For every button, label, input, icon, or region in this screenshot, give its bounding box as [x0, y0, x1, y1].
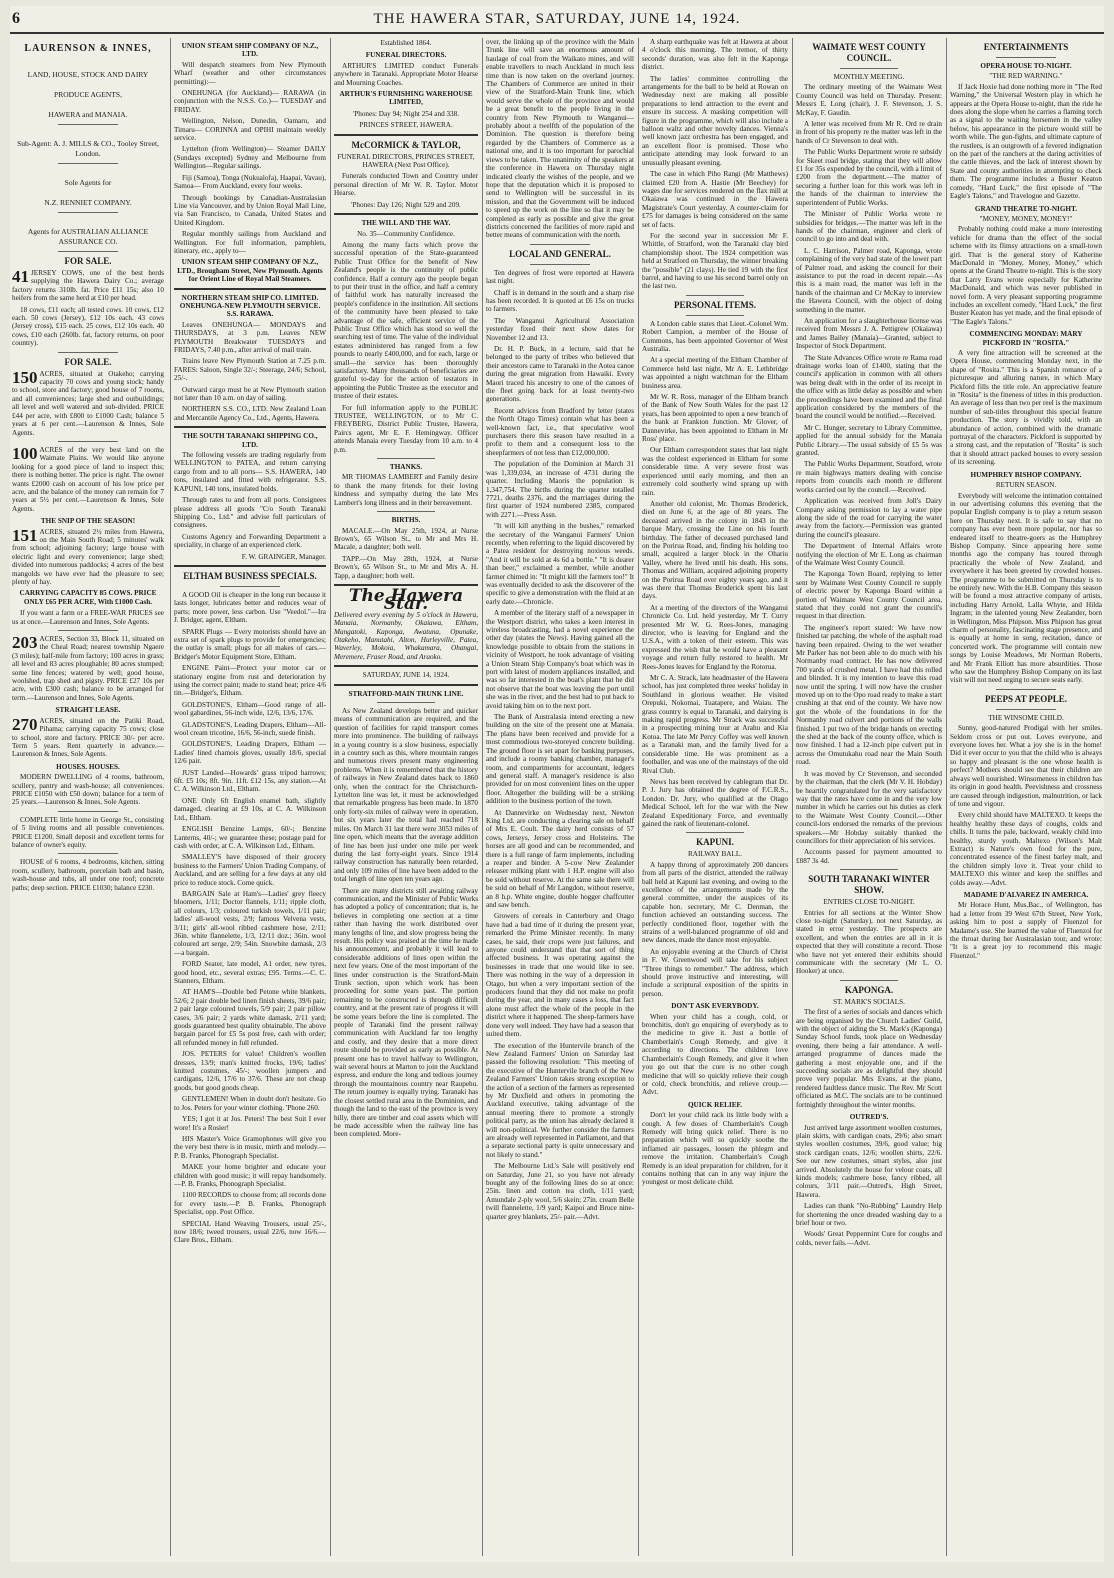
local-item: Ten degrees of frost were reported at Hawera last night.	[486, 268, 634, 286]
peeps-heading: PEEPS AT PEOPLE.	[985, 693, 1067, 704]
births-heading: BIRTHS.	[391, 516, 421, 525]
nssc-trains: Trains leave New Plymouth Station at 7.25 p.m. FARES: Saloon, Single 32/-; Steerage, 24/6; School, 25/-.	[174, 357, 326, 383]
dont-ask-heading: DON'T ASK EVERYBODY.	[671, 1002, 759, 1011]
ad-number: 41	[12, 267, 29, 286]
column-1-land-agents	[12, 38, 164, 1558]
mccormick-sub: FUNERAL DIRECTORS, PRINCES STREET, HAWERA (Next Post Office).	[337, 152, 475, 170]
personal-item: A London cable states that Lieut.-Colonel Wm. Robert Campion, a member of the House of Commons, has been appointed Governor of West Australia.	[642, 319, 788, 353]
eltham-ad: SPECIAL Hand Weaving Trousers, usual 25/-, now 18/6; tweed trousers, usual 22/6, now 16/6.—Clare Bros., Eltham.	[174, 1219, 326, 1245]
snip-heading: THE SNIP OF THE SEASON!	[40, 517, 136, 526]
personal-item: Mr C. A. Strack, late headmaster of the Hawera school, has just completed three weeks' holiday in Southland in glorious weather. He visited Orepuki, Nokomai, Tuatapere, and Waiau. The grass country is equal to Taranaki, and dairying is making rapid progress. Mr Strack was successful in a prospecting mining tour at Arahu and Kia Kotoa. The late Mr Percy Coffey was well known as a Taranaki man, and the family lived for a considerable time. He was prominent as a footballer, and was one of the mainstays of the old Rival Club.	[642, 674, 788, 775]
column-rule	[946, 38, 947, 1556]
editorial-paragraph: As New Zealand develops better and quicker means of communication are required, and the question of facilities for rapid transport comes more into prominence. The building of railways in a young country is a slow business, especially in a country such as this, where mountain ranges and numerous rivers present many engineering problems. When it is remembered that the history of railways in New Zealand dates back to 1860 only, when the contract for the Christchurch-Lyttelton line was let, it must be acknowledged that remarkable progress has been made. In 1870 only forty-six miles of railway were in operation, but six years later the total had reached 718 miles. On March 31 last there were 3053 miles of line open, which means that the average addition of line has been just under one mile per week during the last forty-eight years. Since 1914 railway construction has naturally been retarded, and only 109 miles of line have been added to the total length of line open ten years ago.	[334, 707, 478, 884]
eltham-ad: A GOOD Oil is cheaper in the long run because it lasts longer, lubricates better and reduces wear of parts; more power, less carbon. Use "Veedol."—Ira J. Bridger, agent, Eltham.	[174, 590, 326, 625]
eltham-heading: ELTHAM BUSINESS SPECIALS.	[183, 570, 317, 581]
rosita-heading: COMMENCING MONDAY: MARY PICKFORD IN "ROSITA."	[969, 330, 1083, 347]
column-6-council	[796, 38, 942, 1558]
masthead	[10, 6, 1104, 34]
kapuni-text: An enjoyable evening at the Church of Christ in F. W. Greenwood will take for his subject "Three things to remember." The address, which should prove instructive and interesting, will include a scriptural exposition of the spirits in person.	[642, 947, 788, 998]
kapuni-sub: RAILWAY BALL.	[687, 850, 743, 859]
local-item: The Bank of Australasia intend erecting a new building on the site of the present one at Manaia. The plans have been received and provide for a most commodious two-storeyed concrete building. The ground floor is set apart for banking purposes, and include a roomy banking chamber, manager's room, and compartments for accountant, ledgers and general staff. A manager's residence is also provided for on most convenient lines on the upper floor. Altogether the building will be a striking addition to the business portion of the town.	[486, 713, 634, 806]
kapuni-heading: KAPUNI.	[696, 837, 734, 848]
mccormick-text: Funerals conducted Town and Country under personal direction of Mr W. R. Taylor. Motor Hearse.	[334, 172, 478, 198]
personal-item: Another old colonist, Mr. Thomas Broderick, died on June 6, at the age of 80 years. The deceased arrived in the colony in 1843 in the barque Mary, crossing the Line on his fourth birthday. The father of deceased purchased land on the Porirua Road, and, finding his holding too small, acquired a larger block in the Ohariu Valley, where he lived until his death. His sons, Thomas and William, acquired adjoining property on the Porirua Road over eighty years ago, and it was there that Thomas Broderick spent his last days.	[642, 499, 788, 601]
column-rule	[170, 38, 171, 1556]
council-item: A letter was received from Mr R. Ord re drain in front of his property re the matter was left in the hands of Cr Stevenson to deal with.	[796, 120, 942, 145]
waimate-heading: WAIMATE WEST COUNTY COUNCIL.	[812, 42, 926, 63]
local-item: The ladies' committee controlling the arrangements for the ball to be held at Rowan on Wednesday next are making all possible preparations to lend attraction to the event and ensure its success. A masking competition will figure in the programme, which will also include a balloon waltz and other novelty dances. Vienna's well known jazz orchestra has been engaged, and an excellent floor is promised. Those who anticipate attending may look forward to an unusually pleasant evening.	[642, 74, 788, 167]
column-rule	[792, 38, 793, 1556]
farm-ad-203: ACRES, Section 33, Block 11, situated on the Cheal Road; nearest township Ngaere (3 miles); half-mile from factory; 100 acres in grass; all level and 83 acres ploughable; 80 acres stumped; some line fences; watered by well; good house, woolshed, trap shed and pigsty. PRICE £27 10s per acre, with £300 cash; balance to be arranged for term.—Laurenson and Innes, Sole Agents.	[12, 635, 164, 702]
will-heading: THE WILL AND THE WAY.	[361, 219, 451, 228]
council-item: The Minister of Public Works wrote re subsidies for bridges.—The matter was left in the hands of the chairman, engineer and clerk of council to go into and deal with.	[796, 210, 942, 244]
sts-through: Through rates to and from all ports. Consignees please address all goods "C/o South Taranaki Shipping Co., Ltd." and advise full particulars of consignees.	[174, 496, 326, 530]
kaponga-heading: KAPONGA.	[844, 984, 894, 995]
personal-item: Our Eltham correspondent states that last night was the coldest experienced in Eltham for some considerable time. A very severe frost was experienced until early morning, and then an extremely cold southerly wind sprang up with rain.	[642, 446, 788, 497]
council-item: Accounts passed for payment amounted to £887 3s 4d.	[796, 848, 942, 865]
farm-ad-270: ACRES, situated on the Patiki Road, Pihama; carrying capacity 75 cows; close to school, store and factory. PRICE 30/- per acre. Term 5 years. Rent quarterly in advance.—Laurenson & Innes, Sole Agents.	[12, 716, 164, 759]
maltexo-ad: Every child should have MALTEXO. It keeps the healthy healthy these days of coughs, colds and chills. It turns the pale, backward, weakly child into healthy, sturdy youth. Maltexo (Wilson's Malt Extract) is Nature's own food for the pure, concentrated essence of the finest barley malt, and the children simply love it. Treat your child to MALTEXO this winter and keep the sniffles and colds away.—Advt.	[950, 811, 1102, 887]
nssc-title: NORTHERN STEAM SHIP CO. LIMITED. ONEHUNGA-NEW PLYMOUTH SERVICE. S.S. RARAWA.	[179, 293, 321, 319]
sts-customs: Customs Agency and Forwarding Department a speciality, in charge of an experienced clerk.	[174, 532, 326, 550]
council-item: Mr C. Hunger, secretary to Library Committee, applied for the annual subsidy for the Manaia Public Library.—The usual subsidy of £5 5s was granted.	[796, 423, 942, 458]
monthly-meeting: MONTHLY MEETING.	[833, 73, 905, 81]
nssc-text: Leaves ONEHUNGA— MONDAYS and THURSDAYS, at 3 p.m. Leaves NEW PLYMOUTH Breakwater TUESDAYS and FRIDAYS, 7.40 p.m., after arrival of mail train.	[174, 320, 326, 354]
eltham-ad: SMALLEY'S have disposed of their grocery business to the Farmers' Union Trading Company, of Auckland, and are selling for a few days at any old price to reduce stock. Come quick.	[174, 853, 326, 887]
madame-text: Mr Horace Hunt, Mus.Bac., of Wellington, has had a letter from 39 West 67th Street, New York, asking him to post a supply of Fluenzol for Madame's use. She learned the value of Fluenzol for the throat during her Australasian tour, and wrote: "It is a great joy to recommend this magic Fluenzol."	[950, 901, 1102, 960]
firm-line: LAND, HOUSE, STOCK AND DAIRY	[27, 70, 149, 79]
houses-heading: HOUSES. HOUSES.	[56, 762, 120, 771]
mccormick-phone: 'Phones: Day 126; Night 529 and 209.	[351, 200, 461, 209]
eltham-ad: AT HAM'S—Double bed Petone white blankets, 52/6; 2 pair double bed linen finish sheets, 39/6 pair; 2 pair large coloured towels, 5/9 pair; 2 pair pillow cases, 3/6 pair; 2 yards white damask, 2/11 yard; goods guaranteed best quality obtainable. The above bargain parcel for £5 5s post free, cash with order; all refunded money in full refunded.	[174, 988, 326, 1047]
council-item: The State Advances Office wrote re Rama road drainage works loan of £1400, stating that the council's application in common with all others was being dealt with in the order of its receipt in the office with as little delay as possible and when the proceedings have been examined and the final application considered by the members of the board the council would be notified.—Received.	[796, 353, 942, 421]
council-item: It was moved by Cr Stevenson, and seconded by the chairman, that the clerk (Mr V. H. Hobday) be heartily congratulated for the very satisfactory way that the rates have come in and the very low number in which he carries out his duties as clerk to the Waimate West County Council.—Other council-lors endorsed the remarks of the previous speakers.—Mr Hobday suitably thanked the councillors for their appreciation of his services.	[796, 769, 942, 845]
nssc-agents: NORTHERN S.S. CO., LTD. New Zealand Loan and Mercantile Agency Co., Ltd., Agents, Hawera.	[174, 405, 326, 422]
uss-lyttelton: Lyttelton (from Wellington)— Steamer DAILY (Sundays excepted) Sydney and Melbourne from Wellington—Regular sailings.	[174, 145, 326, 171]
personal-item: At a meeting of the directors of the Wanganui Chronicle Co. Ltd. held yesterday, Mr T. Curry presented Mr W. G. Rees-Jones, managing director, who is leaving for England and the U.S.A., with a token of their esteem. This was expressed the wish that he would have a pleasant voyage and return fully restored to health. Mr Rees-Jones leaves for England by the Rotorua.	[642, 603, 788, 671]
column-rule	[638, 38, 639, 1556]
eltham-ad: ENGINE Paint—Protect your motor car or stationary engine from rust and deterioration by using the correct paint; made to stand heat; price 4/6 tin.—Bridger's, Eltham.	[174, 664, 326, 698]
council-item: An application for a slaughterhouse license was received from Messrs J. A. Pettigrew (Okaiawa) and James Bailey (Manaia)—Granted, subject to Inspector of Stock Department.	[796, 316, 942, 351]
kaponga-text: The first of a series of socials and dances which are being organised by the Church Ladies' Guild, with the object of aiding the St. Mark's (Kaponga) Sunday School funds, took place on Wednesday evening, there being a fair attendance. A well-arranged programme of dances made the gathering a most enjoyable one, and if the succeeding socials are as delightful they should prove very popular. Mrs Evans, at the piano, rendered faultless dance music. The Rev. Mr Scott officiated as M.C. The socials are to be continued fortnightly throughout the winter months.	[796, 1008, 942, 1109]
for-sale-heading: FOR SALE.	[64, 256, 112, 266]
local-item: Chaff is in demand in the south and a sharp rise has been recorded. It is quoted at £6 15s on trucks to farmers.	[486, 288, 634, 314]
agents-for: Agents for AUSTRALIAN ALLIANCE ASSURANCE CO.	[27, 227, 149, 246]
local-item: The Wanganui Agricultural Association yesterday fixed their next show dates for November 12 and 13.	[486, 316, 634, 342]
arthur-name: ARTHUR'S FURNISHING WAREHOUSE LIMITED,	[339, 90, 473, 107]
uss-title: UNION STEAM SHIP COMPANY OF N.Z., LTD.	[181, 42, 319, 59]
arthur-ad: ARTHUR'S LIMITED conduct Funerals anywhere in Taranaki. Appropriate Motor Hearse and Mourning Coaches.	[334, 61, 478, 87]
woods-ad: Woods' Great Peppermint Cure for coughs and colds, never fails.—Advt.	[796, 1230, 942, 1247]
local-item: Growers of cereals in Canterbury and Otago have had a bad time of it during the present year, remarked the Prime Minister recently. In many cases, he said, their crops were just failures, and anyone could understand that that sort of thing affected business. It was operating against the businesses in trade that one would like to see. There was nothing in the way of a depression in Otago, but when a very important section of the producers found that they did not make no profit during the year, and in many cases a loss, that fact alone must affect the whole of the people in the district where it happened. The sheep-farmers have done very well indeed. They have had a season that suited them.	[486, 912, 634, 1039]
will-info: For full information apply to the PUBLIC TRUSTEE, WELLINGTON, or to Mr C. FREYBERG, District Public Trustee, Hawera, Paircs agent, Mr E. F. Hemingway. Officer attends Manaia every Tuesday from 10 a.m. to 4 p.m.	[334, 403, 478, 454]
council-item: The Department of Internal Affairs wrote notifying the election of Mr E. Long as chairman of the Waimate West County Council.	[796, 542, 942, 567]
column-4-local-general	[486, 38, 634, 1558]
council-item: The Kaponga Town Board, replying to letter sent by Waimate West County Council re supply of electric power by Kaponga Board within a portion of Waimate West County Council area, stated that they could not grant the council's request in that direction.	[796, 570, 942, 621]
entertainments-heading: ENTERTAINMENTS	[983, 42, 1069, 52]
will-number: No. 35—Community Confidence.	[357, 229, 455, 238]
council-item: The engineer's report stated: We have now finished tar patching, the whole of the asphalt road having been repaired. Owing to the wet weather Mr Parker has not been able to do much with his Normanby road contract. He has now delivered 700 yards of crushed metal. I have had this rolled and blinded. It is my intention to leave this road now until the spring. I will now have the crusher moved up on to the Opo road ready to make a start crushing at that end of the county. We have now got the whole of the foundations in for the Normanby road culvert and portions of the walls finished. I put two of the bridge hands on erecting the shed at the back of the county office, which is now finished. I had a 12-inch pipe culvert put in across the Omutukahu road near the Main South road.	[796, 623, 942, 767]
opera-heading: OPERA HOUSE TO-NIGHT.	[980, 62, 1072, 70]
bishop-text: Everybody will welcome the intimation contained in our advertising columns this evening that the popular English company is to play a return season here on Thursday next. It is safe to say that no company has ever been more popular, nor has so endeared itself to theatre-goers as the Humphrey Bishop Company. Since appearing here some months ago the company has toured through practically the whole of New Zealand, and everywhere it has been greeted by crowded houses. The programme to be submitted on Thursday is to be entirely new. With the H.B. Company this season will be found a most attractive company of artists, including Harry Arnold, Lalla Whyte, and Hilda Ingram; in the talented young New Zealander, born in Wellington, Miss Phipson. Miss Phipson has great charm of personality, fascinating stage presence, and is equally at home in song, recitation, dance or concerted work. The programme will contain new songs by Louise Meadows, Mr Norman Roberts, and Mr Frank Elliott has more absurdities. Those who saw the Humphrey Bishop Company on its last visit will not need urging to secure seats early.	[950, 491, 1102, 685]
quick-relief-text: Don't let your child rack its little body with a cough. A few doses of Chamberlain's Cough Remedy will bring quick relief. There is no preparation which will so quickly soothe the inflamed air passages, loosen the phlegm and remove the irritation. Chamberlain's Cough Remedy is an ideal preparation for children, for it contains nothing that can in any way injure the youngest or most delicate child.	[642, 1111, 788, 1187]
sts-text: The following vessels are trading regularly from WELLINGTON to PATEA, and return carrying cargo from and to all ports— S.S. HAWERA, 140 tons, insulated and fitted with refrigerator. S.S. KAPUNI, 140 tons, insulated holds.	[174, 451, 326, 493]
local-item: The Melbourne Ltd.'s Sale will positively end on Saturday, June 21, so you have not already bought any of the following lines do so at once: 25in. linen and cotton tea cloth, 1/11 yard; Amundale 2-ply wool, 5/6 skein; 27in. cream Belle twill flannelette, 1/9 yard; Kaipoi and Bruce nine-quarter grey blankets, 25/- pair.—Advt.	[486, 1162, 634, 1221]
thanks-heading: THANKS.	[389, 463, 423, 472]
straight-lease-heading: STRAIGHT LEASE.	[55, 706, 121, 715]
column-rule	[330, 38, 331, 1556]
uss-onehunga: ONEHUNGA (for Auckland)— RARAWA (in conjunction with the N.S.S. Co.)— TUESDAY and FRIDAY.	[174, 89, 326, 114]
rosita-text: A very fine attraction will be screened at the Opera House, commencing Monday next, in the shape of "Rosita." This is a Spanish romance of a picturesque and alluring nature, in which Mary Pickford fills the title role. An appreciative feature in "Rosita" is the fineness of titles in this production. An average of less than two per reel is the maximum number of sub-titles throughout this special feature production. The story is vividly told, with an abundance of action, combined with the dramatic portrayal of the characters. Pickford is supported by a strong cast, and the reputation of "Rosita" is such that it should attract packed houses to every session of its screening.	[950, 349, 1102, 467]
personal-item: Mr W. R. Ross, manager of the Eltham branch of the Bank of New South Wales for the past 12 years, has been appointed to open a new branch of the bank at Frankton Junction. Mr Glover, of Dannevirke, has been appointed to Eltham in Mr Ross' place.	[642, 393, 788, 444]
grand-sub: "MONEY, MONEY, MONEY!"	[979, 214, 1073, 223]
eltham-ad: SPARK Plugs — Every motorists should have an extra set of spark plugs to provide for emergencies; the outlay is small; plugs for all makes of cars.—Bridger's Motor Equipment Store, Eltham.	[174, 627, 326, 661]
sole-company: N.Z. RENNIET COMPANY.	[44, 198, 132, 207]
issue-date: SATURDAY, JUNE 14, 1924.	[362, 671, 450, 680]
uss-text: Will despatch steamers from New Plymouth Wharf (weather and other circumstances permitting):—	[174, 60, 326, 86]
mccormick-title: McCORMICK & TAYLOR,	[351, 139, 461, 150]
grand-heading: GRAND THEATRE TO-NIGHT.	[974, 204, 1078, 213]
eltham-ad: GOLDSTONE'S, Leading Drapers, Eltham — Ladies' lined chamois gloves, usually 18/6, special 12/6 pair.	[174, 740, 326, 766]
sole-agents: Sole Agents for	[64, 178, 112, 187]
sts-manager: F. W. GRAINGER, Manager.	[241, 552, 326, 561]
farm-ad-151: ACRES, situated 2½ miles from Hawera, on the Main South Road; 5 minutes' walk from school; adjoining factory; large house with electric light and every convenience; large shed; divided into numerous paddocks; 4 acres of the best mangolds we have ever had the pleasure to see; plenty of hay.	[12, 527, 164, 586]
ad-number: 151	[12, 525, 38, 545]
eltham-ad: MAKE your home brighter and educate your children with good music; it will repay handsomely.—P. B. Franks, Phonograph Specialist.	[174, 1163, 326, 1188]
hawera-star-logo: The Hawera Star.	[348, 585, 464, 615]
jersey-ad: JERSEY COWS, one of the best herds supplying the Hawera Dairy Co.; average factory returns 310lb. fat. Price £11 15s; also 10 heifers from the same herd at £10 per head.	[12, 269, 164, 303]
column-5-personal-kapuni	[642, 38, 788, 1558]
local-item: At Dannevirke on Wednesday next, Newton King Ltd. are conducting a clearing sale on behalf of Mrs E. Coult. The dairy herd consists of 57 cows, Jerseys, Jersey cross and Holsteins. The horses are all good and can be recommended, and there is a full range of farm implements, including a reaper and binder. A 5-cow New Zealander releaser milking plant with 1 H.P. engine will also be sold without reserve. At the same sale there will be sold on behalf of Mr Langdon, without reserve, an 8 h.p. White engine, double hogger chaffcutter and saw bench.	[486, 808, 634, 909]
eltham-ad: ONE Only 6ft English enamel bath, slightly damaged, clearing at £9 10s, at C. A. Wilkinson Ltd., Eltham.	[174, 796, 326, 822]
dont-ask-text: When your child has a cough, cold, or bronchitis, don't go enquiring of everybody as to the medicine to give it. Just a bottle of Chamberlain's Cough Remedy, and give it according to directions. The children love Chamberlain's Cough Remedy, and give it when you go out that the cure is no other cough medicine that will so quickly relieve their cough or cold, check bronchitis, and relieve croup.—Advt.	[642, 1012, 788, 1097]
funeral-heading: FUNERAL DIRECTORS.	[365, 51, 447, 60]
laurenson-innes-ad	[12, 44, 164, 267]
local-item: A member of the literary staff of a newspaper in the Westport district, who takes a keen interest in wireless broadcasting, had a novel experience the other day (states the News). Having gained all the knowledge possible to obtain from the stations in vicinity of Westport, he took advantage of visiting a Union Steam Ship Company's boat which was in port with latest of modern appliances installed, and was so far interested in the boat's plant that he did not observe that the boat was leaving the port until she was in the river, and the best had to put back to avoid taking him on to the next port.	[486, 609, 634, 710]
winsome-heading: THE WINSOME CHILD.	[988, 713, 1064, 722]
house-ad: COMPLETE little home in George St., consisting of 5 living rooms and all possible conveniences. PRICE £1200. Small deposit and excellent terms for balance of owner's equity.	[12, 815, 164, 849]
column-rule	[482, 38, 483, 1556]
local-item: The population of the Dominion at March 31 was 1,339,034, an increase of 4731 during the quarter. Including Maoris the population is 1,347,754. The births during the quarter totalled 7721, deaths 2376, and the marriages during the first quarter of 1924 numbered 2385, compared with 2271.—Press Assn.	[486, 460, 634, 519]
kaponga-sub: ST. MARK'S SOCIALS.	[833, 997, 905, 1006]
arthur-address: PRINCES STREET, HAWERA.	[359, 121, 453, 130]
ad-number: 203	[12, 633, 38, 653]
eltham-ad: FORD Seater, late model, A1 order, new tyres, good hood, etc., several extras; £95. Terms.—C. C. Stanners, Eltham.	[174, 960, 326, 985]
house-ad: HOUSE of 6 rooms, 4 bedrooms, kitchen, sitting room, scullery, bathroom, porcelain bath and basin, wash-house and tubs, all under one roof; concrete paths; deep section. PRICE £1030; balance £230.	[12, 858, 164, 892]
firm-line: PRODUCE AGENTS,	[54, 90, 122, 99]
delivery-notice: Delivered every evening by 5 o'clock in Hawera, Manaia, Normanby, Okaiawa, Eltham, Mangatoki, Kaponga, Awatuna, Opunake, Otakeho, Manutahi, Alton, Hurleyville, Patea, Waverley, Mokoia, Whakamara, Ohangai, Meremere, Fraser Road, and Araoko.	[334, 610, 478, 661]
council-item: The Public Works Department wrote re subsidy for Skeet road bridge, stating that they will allow £1 for 35s expended by the council, with a limit of £200 from the department.—The matter of securing a further loan for this work was left in the hands of the chairman to interview the superintendent of Public Works.	[796, 148, 942, 207]
eltham-ad: BARGAIN Sale at Ham's—Ladies' grey fleecy bloomers, 1/11; Doctor flannels, 1/11; ripple cloth, all colours, 1/3; coloured turkish towels, 1/11 pair; ladies' all-wool vests, 2/9; famous Velvena vests, 3/11; girls' all-wool ribbed cashmere hose, 2/11; 36in. white flannelette, 1/3, 12/11 doz.; 36in. wool coloured art serge, 2/9; 54in. Snowbite damask, 2/3—a bargain.	[174, 889, 326, 957]
council-item: The ordinary meeting of the Waimate West County Council was held on Thursday. Present: Messrs E. Long (chair), J. F. Stevenson, J. S. McKay, F. Gaudin.	[796, 83, 942, 117]
bishop-sub: RETURN SEASON.	[995, 481, 1057, 490]
opera-text: If Jack Hoxie had done nothing more in "The Red Warning," the Universal Western play in which he appears at the Opera House to-night, than the ride he does along the slope when he carries a flaming torch as a signal to the waiting horsemen in the valley below, his appearance in the picture would still be worth while. The gun-fights, and ultimate capture of the rustlers, is an outgrowth of a fevered indignation on the part of the ranchers at the daring activities of the cattle thieves, and the lack of interest shown by State and county authorities in attempting to check them. The programme includes a Buster Keaton comedy, "Hard Luck," the first episode of "The Eagle's Talons," and Travelogue and Gazette.	[950, 82, 1102, 201]
council-item: The Public Works Department, Stratford, wrote re main highways matters dealing with concise reports from councils each month re different works carried out by the council.—Received.	[796, 460, 942, 494]
cow-list: 18 cows, £11 each; all tested cows. 10 cows, £12 each. 50 cows (Jersey), £12 10s each. 43 cows (Jersey cross), £15 each. 25 cows, £12 10s each. 40 cows, £10 each (260lb. fat, factory returns, on poor country).	[12, 305, 164, 348]
eltham-ad: JUST Landed—Howards' grass tripod harrows; 6ft. £5 10s; 8ft. 9in. 11ft. £12 15s, any station.—At C. A. Wilkinson Ltd., Eltham.	[174, 768, 326, 794]
council-item: Application was received from Joll's Dairy Company asking permission to lay a water pipe along the side of the road for carrying the water away from the factory.—Permission was granted during the council's pleasure.	[796, 497, 942, 539]
local-item: The case in which Piho Rangi (Mr Matthews) claimed £20 from A. Hastie (Mr Beechey) for wages due for services rendered on the flax mill at Okaiawa was continued in the Hawera Magistrate's Court yesterday. A counter-claim for £75 for damages is being considered on the same set of facts.	[642, 170, 788, 229]
farm-ad-100: ACRES of the very best land on the Waimate Plains. We would like anyone looking for a good piece of land to inspect this; there is nothing better. The price is right. The owner wants £2000 cash on account of his low price per acre, and the balance of the money can remain for 7 years at 5½ per cent.—Laurenson & Innes, Sole Agents.	[12, 445, 164, 513]
winsome-text: Sunny, good-natured Prodigal with her smiles. Seldom cross or put out. Loves everyone, and everyone loves her. What a joy she is in the home! Did it ever occur to you that the child who is always so happy and pleasant is the one whose health is perfect? Mothers should see that their children are always well nourished. Winsomeness in children has its origin in good health. Peevishness and crossness are caused through indigestion, malnutrition, or lack of tone and vigour.	[950, 724, 1102, 808]
editorial-paragraph: There are many districts still awaiting railway communication, and the Minister of Public Works has adopted a policy of concentration; that is, he believes in completing one section at a time rather than having the work distributed over many lengths of line, and slow progress being the result. His policy was praised at the time he made his announcement, and probably it will lead to considerable additions of lines open within the next few years. One of the most important of the lines under construction is the Stratford-Main Trunk section, upon which work has been proceeding for some years past. The portion remaining to be constructed is through difficult country, and at the present rate of progress it will be some years before the line is completed. The people of Taranaki find the present railway communication with Auckland far too lengthy and costly, and they desire that a more direct route should be provided as early as possible. At present one has to travel halfway to Wellington, wait several hours at Marton to join the Auckland express, and endure the long and tedious journey through the mountainous country near Raupehu. The return journey is equally trying. Taranaki has the closest settled rural area in the Dominion, and though the land to the east of the province is very hilly, there are timber and coal assets which will be made accessible when the railway line has been completed. More-	[334, 886, 478, 1139]
for-sale-heading: FOR SALE.	[64, 356, 112, 367]
birth-notice: MACALE.—On May 25th, 1924, at Nurse Brown's, 65 Wilson St., to Mr and Mrs H. Macale, a daughter; both well.	[334, 526, 478, 552]
winter-show-sub: ENTRIES CLOSE TO-NIGHT.	[823, 898, 915, 907]
firm-line: HAWERA and MANAIA.	[48, 110, 128, 119]
uss-fiji: Fiji (Samoa), Tonga (Nukualofa), Haapai, Vavau), Samoa— From Auckland, every four weeks.	[174, 173, 326, 191]
birth-notice: TAPP.—On May 28th, 1924, at Nurse Brown's, 65 Wilson St., to Mr and Mrs A. H. Tapp, a daughter; both well.	[334, 554, 478, 580]
kapuni-text: A happy throng of approximately 200 dancers from all parts of the district, attended the railway ball held at Kapuni last evening, and owing to the excellence of the arrangements made by the general committee, under the auspices of its capable hon. secretary, Mr C. Denman, the function achieved an outstanding success. The perfectly conditioned floor, together with the strains of a well-balanced programme of old and new dances, made the dance most enjoyable.	[642, 860, 788, 945]
column-3-funeral-editorial	[334, 38, 478, 1558]
nssc-outward: Outward cargo must be at New Plymouth station not later than 10 a.m. on day of sailing.	[174, 385, 326, 403]
uss-regular: Regular monthly sailings from Auckland and Wellington. For full information, pamphlets, itinerary, etc., apply to—	[174, 230, 326, 255]
local-general-heading: LOCAL AND GENERAL.	[509, 248, 611, 259]
house-ad: MODERN DWELLING of 4 rooms, bathroom, scullery, pantry and wash-house; all conveniences. PRICE £1050 with £50 down; balance for a term of 25 years.—Laurenson & Innes, Sole Agents.	[12, 773, 164, 807]
thanks-text: MR THOMAS LAMBERT and Family desire to thank the many friends for their loving kindness and sympathy during the late Mrs Lambert's long illness and in their bereavement.	[334, 473, 478, 507]
eltham-ad: 1100 RECORDS to choose from; all records done for every taste.—P. B. Franks, Phonograph Specialist, opp. Post Office.	[174, 1191, 326, 1217]
established: Established 1864.	[380, 39, 432, 47]
eltham-ad: ENGLISH Benzine Lamps, 60/-; Benzine Lanterns, 40/-; we guarantee these; postage paid for cash with order, at C. A. Wilkinson Ltd., Eltham.	[174, 825, 326, 850]
newspaper-page	[10, 6, 1104, 1562]
column-7-entertainments	[950, 38, 1102, 1558]
council-item: L. C. Harrison, Palmer road, Kaponga, wrote complaining of the very bad state of the lower part of Palmer road, and asking the council for their assistance to put the road in decent repair.—As this is a main road, the matter was left in the hands of the chairman and Cr McKay to interview the Hawera Council, with the object of doing something in the matter.	[796, 246, 942, 314]
local-item: "It will kill anything in the bushes," remarked the secretary of the Wanganui Farmers' Union recently, when referring to the liquid discovered by a Patea resident for destroying noxious weeds. "And it will be sold at 4s 6d a bottle." "It is dearer than beer," exclaimed a member, while another farmer chimed in: "It might kill the farmers too!" It was eventually decided to ask the discoverer of the specific to give a demonstration with the fluid at an early date.—Chronicle.	[486, 522, 634, 606]
outreds-text: Just arrived large assortment woollen costumes, plain skirts, with cardigan coats, 29/6; also smart styles woollen costumes, 39/6, good value; big stock cardigan coats, 12/6; woollen shirts, 22/6. See our new costumes, smart styles, also just arrived. Absolutely the house for velour coats, all kinds models; cashmere hose, fancy ribbed, all colours, 3/11 pair.—Outred's, High Street, Hawera.	[796, 1123, 942, 1199]
carrying-capacity: CARRYING CAPACITY 85 COWS. PRICE ONLY £65 PER ACRE, With £1000 Cash.	[19, 589, 157, 606]
ad-number: 270	[12, 714, 38, 734]
page-number: 6	[12, 10, 21, 27]
arthur-phone: 'Phones: Day 94; Night 254 and 338.	[352, 109, 460, 118]
local-item: For the second year in succession Mr F. Whittle, of Stratford, won the Taranaki clay bird championship shoot. The 1924 competition was held at Stratford on Thursday, the winner breaking the "possible" (21 clays). He tied 19 with the first barrel, and having to use his second barrel only on the last two.	[642, 231, 788, 291]
sub-agent: Sub-Agent: A. J. MILLS & CO., Tooley Street, London.	[17, 139, 159, 158]
editorial-continued: over, the linking up of the province with the Main Trunk line will save an enormous amount of haulage of coal from the Waikato mines, and will enable travellers to reach Auckland in much less time than is now taken on the overland journey. The Chambers of Commerce are united in their view of the Stratford-Main Trunk line, which would serve the whole of the province and would be a great benefit to the people living in the country from New Plymouth to Wanganui—probably about a twelfth of the population of the Dominion. The question is therefore being regarded by the Chambers of Commerce as a national one, and it is too important for parochial views to be taken. The unanimity of the speakers at the conference in Hawera on Thursday night indicated clearly the wishes of the people, and we hope that the deputation which it is proposed to send to Wellington will be successful in its mission, and that the Government will be induced to speed up the work on the line so that it may be completed as early as possible and give the great districts concerned the facilities of more rapid and better means of communication with the north.	[486, 38, 634, 240]
ladies-ad: Ladies can thank "No-Rubbing" Laundry Help for shortening the once dreaded washing day to a brief hour or two.	[796, 1202, 942, 1227]
firm-name: LAURENSON & INNES,	[24, 43, 152, 54]
local-item: A sharp earthquake was felt at Hawera at about 4 o'clock this morning. The tremor, of thirty seconds' duration, was also felt in the Kaponga district.	[642, 38, 788, 72]
opera-sub: "THE RED WARNING."	[989, 72, 1063, 81]
quick-relief-heading: QUICK RELIEF.	[687, 1100, 743, 1109]
personal-items-heading: PERSONAL ITEMS.	[673, 299, 757, 310]
uss-contact: UNION STEAM SHIP COMPANY OF N.Z., LTD., Brougham Street, New Plymouth. Agents for Orient Line of Royal Mail Steamers.	[177, 258, 323, 284]
eltham-ad: YES; I got it at Jos. Peters! The best Suit I ever wore! It's a Rosier!	[174, 1115, 326, 1132]
bishop-heading: HUMPHREY BISHOP COMPANY.	[970, 470, 1082, 479]
personal-item: News has been received by cablegram that Dr. P. J. Jury has obtained the degree of F.C.R.S., London. Dr. Jury, who qualified at the Otago Medical School, left for the war with the New Zealand Expeditionary Force, and eventually gained the rank of lieutenant-colonel.	[642, 777, 788, 828]
masthead-title: THE HAWERA STAR, SATURDAY, JUNE 14, 1924.	[373, 11, 741, 27]
sts-title: THE SOUTH TARANAKI SHIPPING CO., LTD.	[182, 432, 318, 449]
winter-show-text: Entries for all sections at the Winter Show close to-night (Saturday), not next Saturday, as stated in error yesterday. The prospects are excellent, and when the entries are all in it is expected that they will constitute a record. Those who have not yet entered their exhibits should communicate with the secretary (Mr L. O. Hooker) at once.	[796, 908, 942, 976]
grand-text: Probably nothing could make a more interesting vehicle for drama than the effect of the social scheme with its flimsy attractions on a small-town girl. That is the general story of Katherine MacDonald in "Money, Money, Money," which opens at the Grand Theatre to-night. This is the story that Larry Evans wrote especially for Katherine MacDonald, and which was never published in novel form. A very pleasant supporting programme includes an excellent comedy, "Hard Luck," the first Buster Keaton has yet made, and the final episode of "The Eagle's Talons."	[950, 225, 1102, 326]
eltham-ad: JOS. PETERS for value! Children's woollen dresses, 13/9; man's knitted frocks, 19/6; ladies' knitted costumes, 45/-; woollen jumpers and cardigans, 12/6, 17/6 to 37/6. These are not cheap goods, but good goods cheap.	[174, 1050, 326, 1092]
editorial-heading: STRATFORD-MAIN TRUNK LINE.	[348, 689, 464, 698]
farm-ad-150: ACRES, situated at Otakeho; carrying capacity 70 cows and young stock; handy to school, store and factory; good house of 7 rooms, and all conveniences; large shed and outbuildings; all level and well watered and sub-divided. PRICE £44 per acre, with £800 to £1000 Cash; balance 5 years at 6 per cent.—Laurenson & Innes, Sole Agents.	[12, 369, 164, 437]
ad-number: 100	[12, 443, 38, 463]
personal-item: At a special meeting of the Eltham Chamber of Commerce held last night, Mr A. E. Lethbridge was appointed a night watchman for the Eltham business area.	[642, 356, 788, 390]
ad-number: 150	[12, 367, 38, 387]
eltham-ad: HIS Master's Voice Gramophones will give you the very best there is in music, mirth and melody.—P. B. Franks, Phonograph Specialist.	[174, 1134, 326, 1160]
uss-through: Through bookings by Canadian-Australasian Line via Vancouver, and by Union Royal Mail Line, via San Francisco, to Canada, United States and United Kingdom.	[174, 193, 326, 227]
uss-wellington: Wellington, Nelson, Dunedin, Oamaru, and Timaru— CORINNA and OPIHI maintain weekly service.	[174, 117, 326, 143]
winter-show-heading: SOUTH TARANAKI WINTER SHOW.	[808, 874, 930, 896]
madame-heading: MADAME D'ALVAREZ IN AMERICA.	[963, 890, 1089, 899]
will-text: Among the many facts which prove the successful operation of the State-guaranteed Public Trust Office for the benefit of New Zealand's people is the continuity of public confidence. Half a century ago the people began to put their trust in the office, and half a century of faithful work has naturally increased the people's confidence in the institution. All sections of the community have been pleased to take advantage of the safe, efficient service of the Public Trust Office which has stood so well the searching test of time. The value of the individual estates administered has ranged from a few pounds to nearly £400,000, and for each, large or small—the service has been thoroughly satisfactory. Many thousands of beneficiaries are grateful to-day for the action of testators in appointing the Public Trustee as the executor and trustee of their estates.	[334, 240, 478, 401]
local-item: Recent advices from Bradford by letter (states the North Otago Times) contain what has been a well-known fact, i.e., that speculative wool purchasers there this season have resulted in a profit to them and a consequent loss to the sheepfarmers of not less than £12,000,000.	[486, 406, 634, 457]
eltham-ad: GENTLEMEN! When in doubt don't hesitate. Go to Jos. Peters for your winter clothing. 'Phone 260.	[174, 1095, 326, 1112]
outreds-heading: OUTRED'S.	[849, 1113, 889, 1122]
column-2-shipping-eltham	[174, 38, 326, 1558]
local-item: Dr. H. P. Buck, in a lecture, said that he belonged to the party of tribes who believed that their ancestors came to Taranaki in the Aotea canoe during the great migration from Hawaiki. Every Maori traced his ancestry to one of the canoes of the fleet going back for at least twenty-two generations.	[486, 345, 634, 404]
local-item: The execution of the Huntervile branch of the New Zealand Farmers' Union on Saturday last passed the following resolution: "This meeting of the executive of the Huntervile branch of the New Zealand Farmers' Union takes strong exception to the action of a section of the farmers as represented by Mr Duxfield and others in promoting the Auckland executive, taking advantage of the annual meeting there to promote a strongly political party, as the union has already declared it will non-political. We further consider the farmers are already well represented in Parliament, and that a separate sectional party is quite unnecessary and not likely to stand."	[486, 1041, 634, 1159]
eltham-ad: GOLDSTONE'S, Eltham—Good range of all-wool gabardines, 56-inch wide, 12/6, 13/6, 17/6.	[174, 700, 326, 718]
eltham-ad: GLADSTONE'S, Leading Drapers, Eltham—All-wool cream tricotine, 16/6, 56-inch, suede finish.	[174, 720, 326, 738]
free-war-prices: If you want a farm or a FREE-WAR PRICES see us at once.—Laurenson and Innes, Sole Agents.	[12, 609, 164, 626]
